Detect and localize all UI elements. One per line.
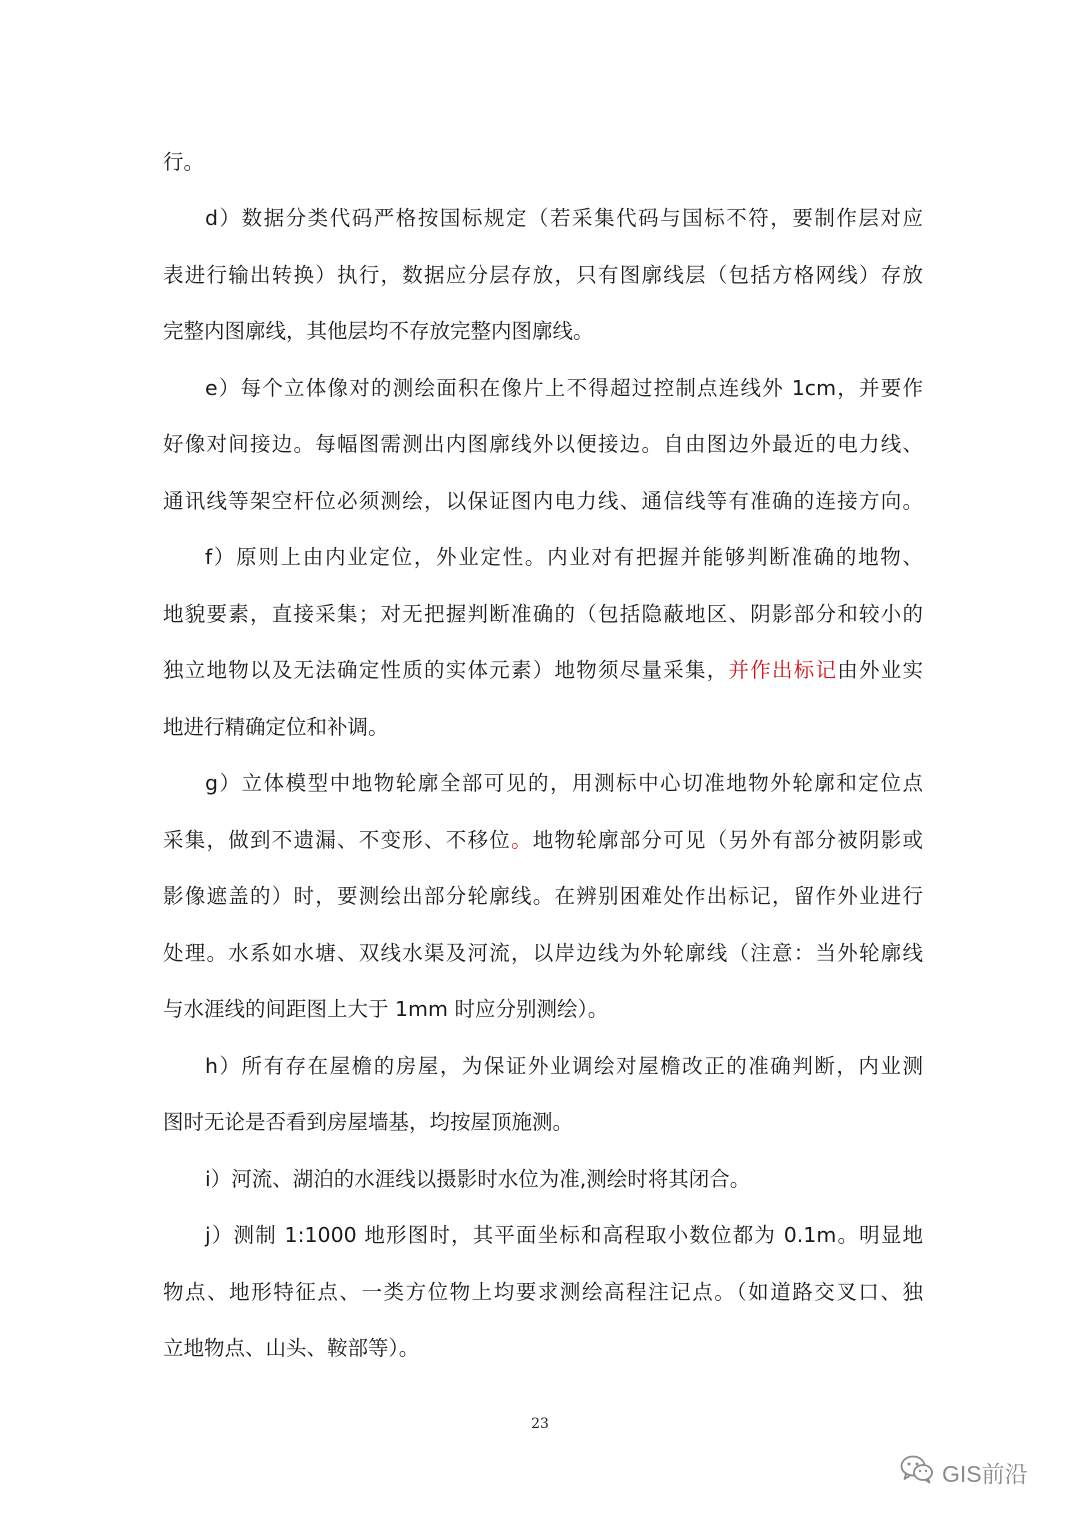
page-number: 23 bbox=[531, 1416, 549, 1432]
highlighted-punctuation: 。 bbox=[511, 828, 533, 852]
paragraph-line: h）所有存在屋檐的房屋，为保证外业调绘对屋檐改正的准确判断，内业测 bbox=[205, 1054, 923, 1078]
watermark bbox=[900, 1452, 1028, 1492]
paragraph-line: 处理。水系如水塘、双线水渠及河流，以岸边线为外轮廓线（注意：当外轮廓线 bbox=[163, 941, 923, 965]
paragraph-line: 地进行精确定位和补调。 bbox=[163, 715, 389, 739]
text-segment: 独立地物以及无法确定性质的实体元素）地物须尽量采集， bbox=[163, 658, 729, 682]
paragraph-line: 行。 bbox=[163, 150, 204, 174]
watermark-text: GIS前沿 bbox=[942, 1460, 1028, 1487]
paragraph-line: 地貌要素，直接采集；对无把握判断准确的（包括隐蔽地区、阴影部分和较小的 bbox=[163, 602, 923, 626]
paragraph-line: e）每个立体像对的测绘面积在像片上不得超过控制点连线外 1cm，并要作 bbox=[205, 376, 923, 400]
text-segment: 地物轮廓部分可见（另外有部分被阴影或 bbox=[532, 828, 923, 852]
text-segment: 采集，做到不遗漏、不变形、不移位 bbox=[163, 828, 511, 852]
paragraph-line: d）数据分类代码严格按国标规定（若采集代码与国标不符，要制作层对应 bbox=[205, 206, 923, 230]
paragraph-line: 表进行输出转换）执行，数据应分层存放，只有图廓线层（包括方格网线）存放 bbox=[163, 263, 923, 287]
paragraph-line: 通讯线等架空杆位必须测绘，以保证图内电力线、通信线等有准确的连接方向。 bbox=[163, 489, 923, 513]
paragraph-line bbox=[163, 655, 923, 685]
paragraph-line: i）河流、湖泊的水涯线以摄影时水位为准,测绘时将其闭合。 bbox=[205, 1167, 751, 1191]
paragraph-line: 完整内图廓线，其他层均不存放完整内图廓线。 bbox=[163, 319, 594, 343]
paragraph-line bbox=[163, 825, 923, 855]
paragraph-line: 好像对间接边。每幅图需测出内图廓线外以便接边。自由图边外最近的电力线、 bbox=[163, 432, 923, 456]
paragraph-line: 图时无论是否看到房屋墙基，均按屋顶施测。 bbox=[163, 1110, 573, 1134]
paragraph-line: 物点、地形特征点、一类方位物上均要求测绘高程注记点。（如道路交叉口、独 bbox=[163, 1280, 923, 1304]
paragraph-line: f）原则上由内业定位，外业定性。内业对有把握并能够判断准确的地物、 bbox=[205, 545, 923, 569]
paragraph-line: 立地物点、山头、鞍部等）。 bbox=[163, 1336, 420, 1360]
highlighted-text: 并作出标记 bbox=[728, 658, 838, 682]
paragraph-line: 影像遮盖的）时，要测绘出部分轮廓线。在辨别困难处作出标记，留作外业进行 bbox=[163, 884, 923, 908]
paragraph-line: g）立体模型中地物轮廓全部可见的，用测标中心切准地物外轮廓和定位点 bbox=[205, 771, 923, 795]
wechat-icon bbox=[900, 1454, 934, 1490]
paragraph-line: j）测制 1:1000 地形图时，其平面坐标和高程取小数位都为 0.1m。明显地 bbox=[205, 1223, 923, 1247]
paragraph-line: 与水涯线的间距图上大于 1mm 时应分别测绘）。 bbox=[163, 997, 609, 1021]
text-segment: 由外业实 bbox=[837, 658, 923, 682]
